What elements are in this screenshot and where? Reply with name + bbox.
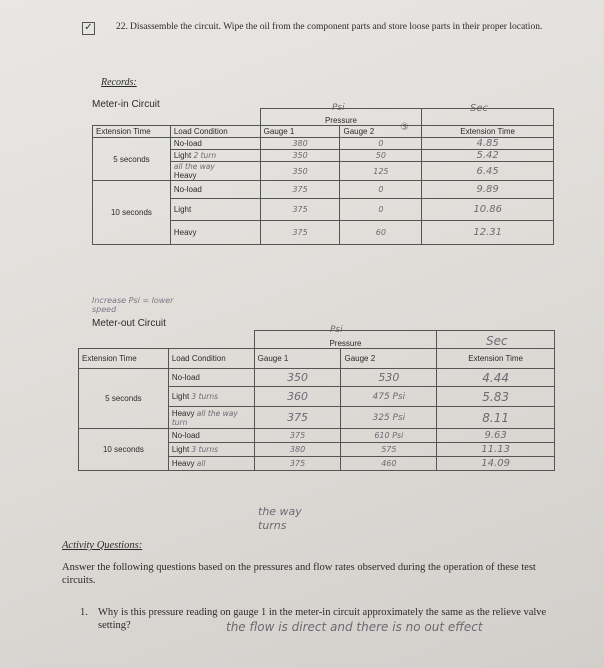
gauge1-value: 380 — [260, 138, 340, 150]
meter-in-psi-note: Psi — [332, 103, 345, 113]
load-note: all — [196, 459, 206, 468]
gauge2-value: 0 — [340, 181, 422, 199]
load-note: all the way — [173, 162, 215, 171]
ext-time-value: 5.42 — [422, 150, 554, 162]
records-heading: Records: — [101, 77, 137, 88]
load-label: No-load — [171, 431, 200, 440]
meter-in-circle-mark: ③ — [400, 122, 409, 133]
ext-time-value: 9.89 — [422, 181, 554, 199]
margin-scribble: Increase Psi = lower speed — [92, 296, 174, 314]
load-note: 3 turns — [191, 445, 219, 454]
gauge1-value: 375 — [260, 181, 340, 199]
meter-out-time-10s: 10 seconds — [79, 429, 169, 471]
ext-time-value: 6.45 — [422, 162, 554, 181]
table-row — [79, 429, 555, 443]
step-number: 22. — [116, 22, 128, 32]
ext-time-value: 4.85 — [422, 138, 554, 150]
meter-out-header-gauge1: Gauge 1 — [254, 349, 341, 369]
load-note: 2 turn — [193, 151, 217, 160]
load-label: Light — [171, 392, 190, 401]
ext-time-value: 8.11 — [437, 407, 555, 429]
gauge1-value: 375 — [260, 199, 340, 221]
meter-out-header-ext-time: Extension Time — [79, 349, 169, 369]
gauge1-value: 375 — [260, 221, 340, 245]
gauge1-value: 375 — [254, 457, 341, 471]
gauge2-value: 475 Psi — [341, 387, 437, 407]
gauge1-value: 350 — [260, 162, 340, 181]
ext-time-value: 9.63 — [437, 429, 555, 443]
load-label: Heavy — [173, 171, 197, 180]
meter-out-psi-note: Psi — [330, 325, 343, 335]
gauge2-value: 460 — [341, 457, 437, 471]
meter-in-title: Meter-in Circuit — [92, 99, 160, 110]
gauge2-value: 575 — [341, 443, 437, 457]
load-label: No-load — [173, 139, 202, 148]
table-row — [79, 369, 555, 387]
load-label: No-load — [171, 373, 200, 382]
meter-out-header-load: Load Condition — [168, 349, 254, 369]
meter-out-header-ext-time-2: Extension Time — [437, 349, 555, 369]
load-label: Light — [171, 445, 190, 454]
question-1-answer: the flow is direct and there is no out effect — [226, 620, 483, 634]
ext-time-value: 12.31 — [422, 221, 554, 245]
ext-time-value: 4.44 — [437, 369, 555, 387]
meter-in-header-ext-time: Extension Time — [93, 126, 171, 138]
meter-out-title: Meter-out Circuit — [92, 318, 166, 329]
question-number: 1. — [80, 607, 88, 618]
ext-time-value: 5.83 — [437, 387, 555, 407]
meter-in-table — [92, 108, 554, 245]
meter-in-time-10s: 10 seconds — [93, 181, 171, 245]
gauge2-value: 50 — [340, 150, 422, 162]
meter-out-header-gauge2: Gauge 2 — [341, 349, 437, 369]
meter-in-header-gauge1: Gauge 1 — [260, 126, 340, 138]
gauge2-value: 0 — [340, 199, 422, 221]
load-label: Heavy — [171, 408, 195, 418]
ext-time-value: 10.86 — [422, 199, 554, 221]
completed-checkbox-icon[interactable]: ✓ — [82, 22, 95, 35]
meter-out-table — [78, 330, 555, 471]
gauge2-value: 530 — [341, 369, 437, 387]
activity-questions-heading: Activity Questions: — [62, 540, 143, 551]
gauge2-value: 0 — [340, 138, 422, 150]
table-row — [93, 181, 554, 199]
ext-time-value: 11.13 — [437, 443, 555, 457]
question-text: Why is this pressure reading on gauge 1 in the meter-in circuit approximately the same as the relieve valve setting? — [98, 607, 547, 631]
gauge2-value: 325 Psi — [341, 407, 437, 429]
meter-in-sec-note: Sec — [470, 103, 488, 114]
load-label: No-load — [173, 185, 202, 194]
gauge1-value: 375 — [254, 429, 341, 443]
load-label: Light — [173, 151, 192, 160]
gauge1-value: 380 — [254, 443, 341, 457]
gauge1-value: 350 — [260, 150, 340, 162]
gauge2-value: 610 Psi — [341, 429, 437, 443]
meter-in-pressure-header: Pressure — [260, 109, 422, 126]
gauge2-value: 60 — [340, 221, 422, 245]
ext-time-value: 14.09 — [437, 457, 555, 471]
table-row — [93, 138, 554, 150]
load-label: Heavy — [171, 459, 195, 468]
gauge1-value: 375 — [254, 407, 341, 429]
meter-in-header-gauge2: Gauge 2 — [340, 126, 422, 138]
meter-in-header-load: Load Condition — [170, 126, 260, 138]
load-note: 3 turns — [191, 392, 219, 401]
step-text: Disassemble the circuit. Wipe the oil from the component parts and store loose parts in their proper location. — [130, 22, 543, 32]
meter-in-time-5s: 5 seconds — [93, 138, 171, 181]
load-label: Light — [173, 205, 192, 214]
meter-out-sec-note: Sec — [486, 334, 508, 348]
load-note: all the way turn — [171, 408, 238, 427]
gauge1-value: 360 — [254, 387, 341, 407]
meter-out-pressure-header: Pressure — [254, 331, 437, 349]
meter-in-header-ext-time-2: Extension Time — [422, 126, 554, 138]
meter-out-time-5s: 5 seconds — [79, 369, 169, 429]
gauge2-value: 125 — [340, 162, 422, 181]
gauge1-value: 350 — [254, 369, 341, 387]
load-label: Heavy — [173, 228, 197, 237]
meter-out-below-note: the way turns — [258, 505, 302, 532]
activity-instructions: Answer the following questions based on the pressures and flow rates observed during the operation of these test circuits. — [62, 562, 536, 586]
